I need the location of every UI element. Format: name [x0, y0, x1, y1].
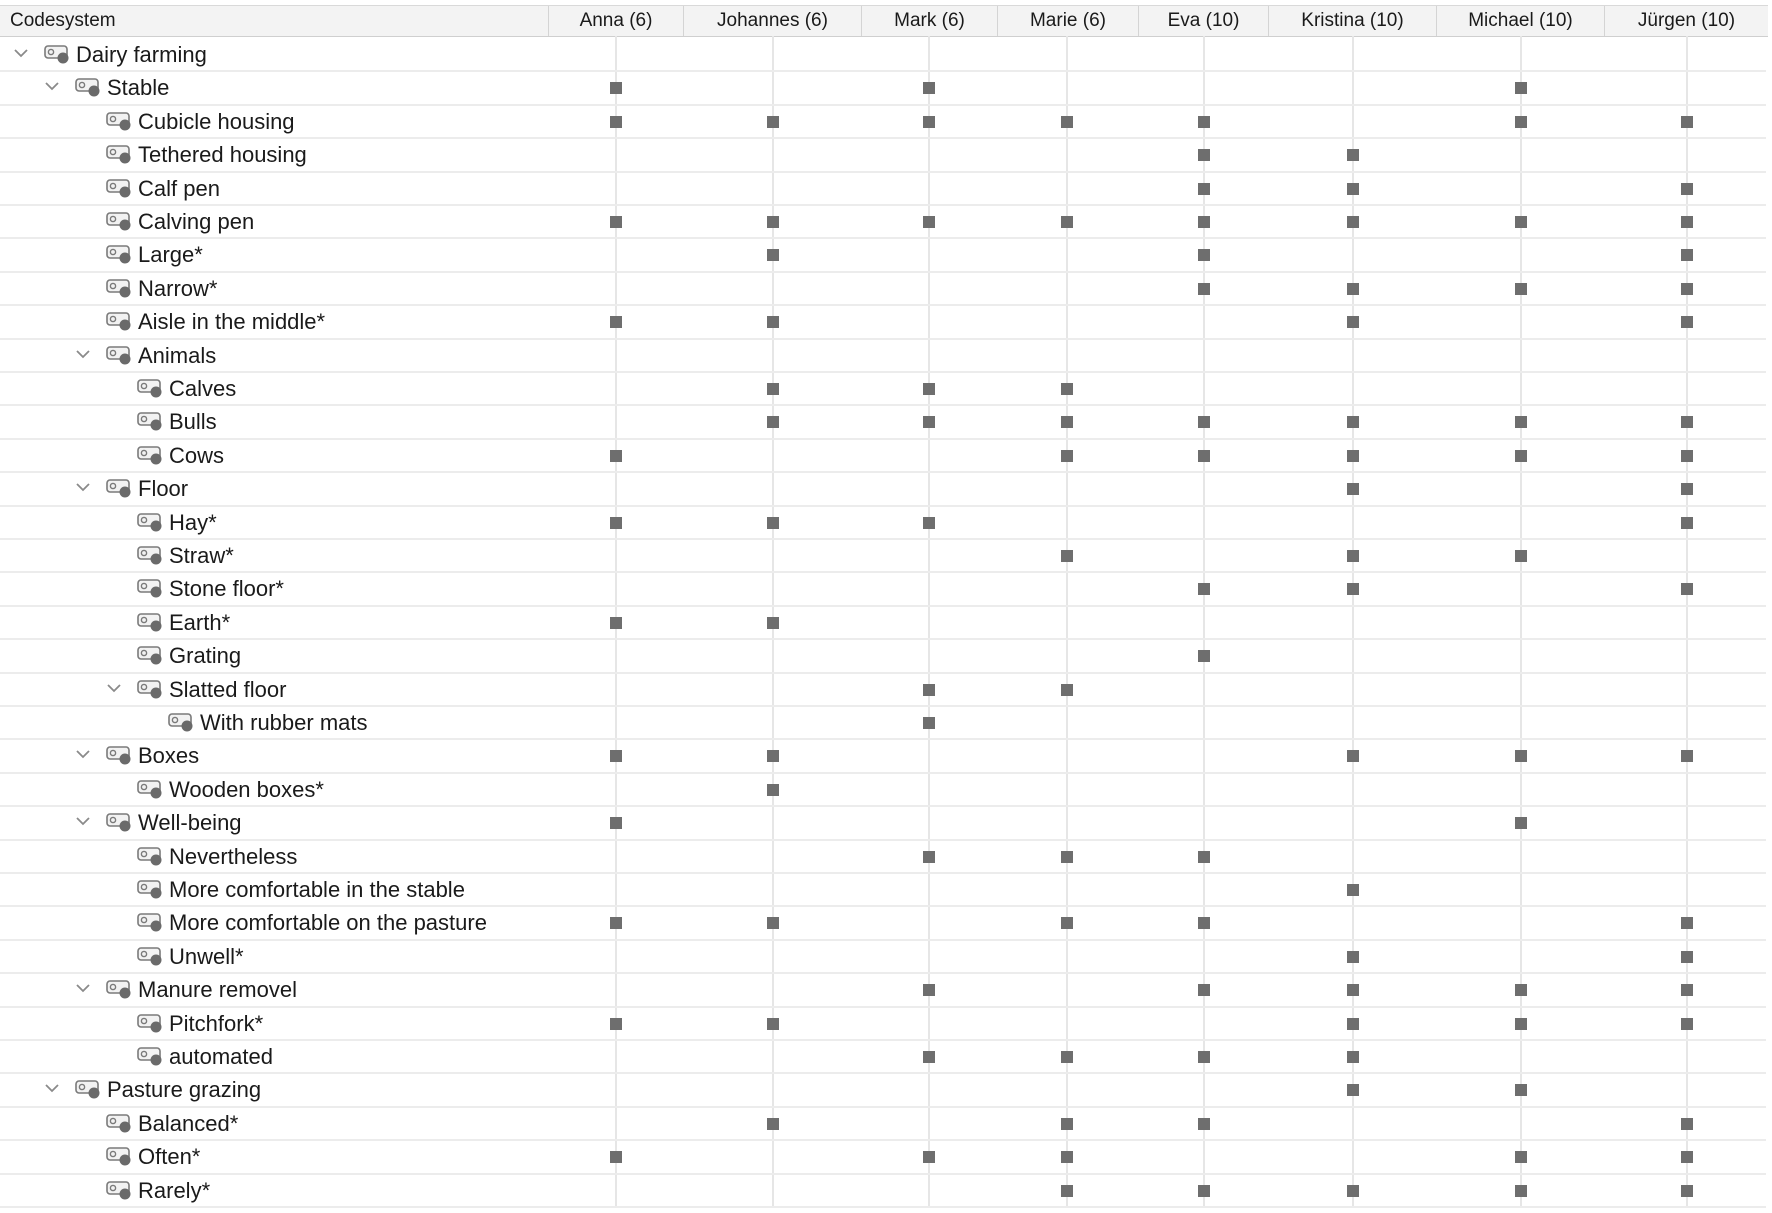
code-icon	[106, 211, 132, 231]
code-label: Grating	[169, 643, 242, 669]
code-row-boxes[interactable]	[0, 739, 1766, 772]
code-row-nevertheless[interactable]	[0, 840, 1766, 873]
code-occurrence-marker-eva[interactable]	[1198, 216, 1210, 228]
code-label: More comfortable in the stable	[169, 877, 465, 902]
code-occurrence-marker-eva[interactable]	[1198, 283, 1210, 295]
code-occurrence-marker-anna[interactable]	[610, 450, 622, 462]
code-occurrence-marker-eva[interactable]	[1198, 851, 1210, 863]
code-occurrence-marker-eva[interactable]	[1198, 583, 1210, 595]
code-icon	[137, 879, 163, 899]
code-occurrence-marker-anna[interactable]	[610, 82, 622, 94]
code-occurrence-marker-michael[interactable]	[1515, 82, 1527, 94]
code-label: Earth*	[169, 609, 231, 635]
code-row-dairy-farming[interactable]	[0, 38, 1766, 71]
chevron-down-icon[interactable]	[106, 680, 122, 696]
code-row-with-rubber-mats[interactable]	[0, 706, 1766, 739]
code-row-animals[interactable]	[0, 339, 1766, 372]
code-occurrence-marker-kristina[interactable]	[1347, 149, 1359, 161]
code-occurrence-marker-juergen[interactable]	[1681, 316, 1693, 328]
code-occurrence-marker-mark[interactable]	[923, 383, 935, 395]
code-occurrence-marker-juergen[interactable]	[1681, 283, 1693, 295]
code-row-grating[interactable]	[0, 639, 1766, 672]
code-icon	[106, 478, 132, 498]
code-occurrence-marker-marie[interactable]	[1061, 1185, 1073, 1197]
code-occurrence-marker-mark[interactable]	[923, 416, 935, 428]
code-icon	[137, 512, 163, 532]
code-occurrence-marker-marie[interactable]	[1061, 917, 1073, 929]
code-label: Wooden boxes*	[169, 776, 324, 802]
code-label: Calving pen	[138, 209, 255, 234]
code-occurrence-marker-marie[interactable]	[1061, 216, 1073, 228]
code-occurrence-marker-kristina[interactable]	[1347, 1185, 1359, 1197]
code-occurrence-marker-eva[interactable]	[1198, 984, 1210, 996]
code-occurrence-marker-marie[interactable]	[1061, 550, 1073, 562]
code-label: Manure removel	[138, 977, 297, 1003]
code-occurrence-marker-michael[interactable]	[1515, 984, 1527, 996]
code-occurrence-marker-juergen[interactable]	[1681, 984, 1693, 996]
code-occurrence-marker-eva[interactable]	[1198, 116, 1210, 128]
code-occurrence-marker-anna[interactable]	[610, 1151, 622, 1163]
code-occurrence-marker-eva[interactable]	[1198, 1185, 1210, 1197]
code-label: Aisle in the middle*	[138, 309, 326, 335]
code-occurrence-marker-eva[interactable]	[1198, 650, 1210, 662]
code-occurrence-marker-johannes[interactable]	[767, 517, 779, 529]
code-row-stable[interactable]	[0, 71, 1766, 104]
code-label: Pasture grazing	[107, 1077, 262, 1103]
code-label: Cubicle housing	[138, 108, 295, 134]
code-icon	[106, 144, 132, 164]
code-occurrence-marker-juergen[interactable]	[1681, 483, 1693, 495]
code-icon	[168, 712, 194, 732]
code-row-calves[interactable]	[0, 372, 1766, 405]
code-occurrence-marker-michael[interactable]	[1515, 450, 1527, 462]
code-occurrence-marker-johannes[interactable]	[767, 249, 779, 261]
code-row-floor[interactable]	[0, 472, 1766, 505]
code-label: Well-being	[138, 810, 242, 836]
code-occurrence-marker-kristina[interactable]	[1347, 450, 1359, 462]
code-icon	[106, 278, 132, 298]
chevron-down-icon[interactable]	[75, 813, 91, 829]
code-row-rarely[interactable]	[0, 1174, 1766, 1207]
code-occurrence-marker-anna[interactable]	[610, 1018, 622, 1030]
code-occurrence-marker-marie[interactable]	[1061, 116, 1073, 128]
code-icon	[106, 311, 132, 331]
chevron-down-icon[interactable]	[75, 479, 91, 495]
code-occurrence-marker-marie[interactable]	[1061, 1151, 1073, 1163]
code-occurrence-marker-kristina[interactable]	[1347, 750, 1359, 762]
chevron-down-icon[interactable]	[44, 1080, 60, 1096]
code-occurrence-marker-juergen[interactable]	[1681, 116, 1693, 128]
chevron-down-icon[interactable]	[75, 346, 91, 362]
code-occurrence-marker-kristina[interactable]	[1347, 1018, 1359, 1030]
code-occurrence-marker-mark[interactable]	[923, 1051, 935, 1063]
code-occurrence-marker-eva[interactable]	[1198, 249, 1210, 261]
code-label: Cows	[169, 442, 225, 468]
code-label: Unwell*	[169, 943, 244, 969]
code-icon	[106, 745, 132, 765]
code-row-wooden-boxes[interactable]	[0, 773, 1766, 806]
code-occurrence-marker-marie[interactable]	[1061, 383, 1073, 395]
code-icon	[75, 77, 101, 97]
code-occurrence-marker-anna[interactable]	[610, 316, 622, 328]
code-label: Calves	[169, 376, 237, 401]
code-icon	[137, 1013, 163, 1033]
code-row-often[interactable]	[0, 1140, 1766, 1173]
code-occurrence-marker-michael[interactable]	[1515, 416, 1527, 428]
code-occurrence-marker-mark[interactable]	[923, 717, 935, 729]
code-row-pitchfork[interactable]	[0, 1007, 1766, 1040]
code-occurrence-marker-anna[interactable]	[610, 750, 622, 762]
chevron-down-icon[interactable]	[44, 78, 60, 94]
code-occurrence-marker-michael[interactable]	[1515, 817, 1527, 829]
code-occurrence-marker-johannes[interactable]	[767, 617, 779, 629]
code-occurrence-marker-anna[interactable]	[610, 817, 622, 829]
code-occurrence-marker-kristina[interactable]	[1347, 1051, 1359, 1063]
code-occurrence-marker-juergen[interactable]	[1681, 450, 1693, 462]
code-occurrence-marker-marie[interactable]	[1061, 416, 1073, 428]
code-label: automated	[169, 1044, 273, 1069]
code-icon	[137, 946, 163, 966]
chevron-down-icon[interactable]	[75, 980, 91, 996]
code-occurrence-marker-kristina[interactable]	[1347, 316, 1359, 328]
code-label: Tethered housing	[138, 142, 307, 168]
code-icon	[137, 1046, 163, 1066]
code-occurrence-marker-juergen[interactable]	[1681, 249, 1693, 261]
code-row-well-being[interactable]	[0, 806, 1766, 839]
code-occurrence-marker-juergen[interactable]	[1681, 416, 1693, 428]
code-label: Large*	[138, 242, 203, 268]
code-icon	[137, 445, 163, 465]
code-occurrence-marker-mark[interactable]	[923, 684, 935, 696]
code-occurrence-marker-juergen[interactable]	[1681, 1018, 1693, 1030]
code-row-narrow[interactable]	[0, 272, 1766, 305]
code-icon	[137, 378, 163, 398]
code-icon	[137, 411, 163, 431]
code-row-tethered-housing[interactable]	[0, 138, 1766, 171]
code-row-balanced[interactable]	[0, 1107, 1766, 1140]
code-occurrence-marker-johannes[interactable]	[767, 416, 779, 428]
code-occurrence-marker-eva[interactable]	[1198, 1051, 1210, 1063]
code-icon	[106, 1113, 132, 1133]
code-row-more-comfortable-in-the-stable[interactable]	[0, 873, 1766, 906]
header-codesystem[interactable]: Codesystem	[10, 10, 116, 31]
code-label: Rarely*	[138, 1177, 211, 1203]
header-document-mark[interactable]: Mark (6)	[861, 6, 997, 36]
code-label: Floor	[138, 476, 189, 502]
code-occurrence-marker-mark[interactable]	[923, 1151, 935, 1163]
code-occurrence-marker-kristina[interactable]	[1347, 183, 1359, 195]
code-occurrence-marker-eva[interactable]	[1198, 183, 1210, 195]
code-occurrence-marker-johannes[interactable]	[767, 750, 779, 762]
code-occurrence-marker-mark[interactable]	[923, 851, 935, 863]
header-document-michael[interactable]: Michael (10)	[1436, 6, 1604, 36]
code-occurrence-marker-johannes[interactable]	[767, 316, 779, 328]
code-occurrence-marker-juergen[interactable]	[1681, 517, 1693, 529]
code-icon	[106, 111, 132, 131]
code-occurrence-marker-anna[interactable]	[610, 216, 622, 228]
code-occurrence-marker-kristina[interactable]	[1347, 583, 1359, 595]
code-occurrence-marker-kristina[interactable]	[1347, 283, 1359, 295]
code-icon	[137, 679, 163, 699]
code-occurrence-marker-anna[interactable]	[610, 517, 622, 529]
code-label: Hay*	[169, 509, 217, 535]
code-icon	[106, 979, 132, 999]
code-row-unwell[interactable]	[0, 940, 1766, 973]
code-occurrence-marker-kristina[interactable]	[1347, 483, 1359, 495]
code-row-straw[interactable]	[0, 539, 1766, 572]
chevron-down-icon[interactable]	[75, 746, 91, 762]
code-occurrence-marker-michael[interactable]	[1515, 1018, 1527, 1030]
code-occurrence-marker-mark[interactable]	[923, 216, 935, 228]
code-label: Animals	[138, 342, 217, 368]
code-occurrence-marker-mark[interactable]	[923, 517, 935, 529]
code-occurrence-marker-juergen[interactable]	[1681, 583, 1693, 595]
code-occurrence-marker-kristina[interactable]	[1347, 984, 1359, 996]
code-occurrence-marker-johannes[interactable]	[767, 917, 779, 929]
code-occurrence-marker-juergen[interactable]	[1681, 1185, 1693, 1197]
code-occurrence-marker-kristina[interactable]	[1347, 1084, 1359, 1096]
code-occurrence-marker-johannes[interactable]	[767, 383, 779, 395]
code-occurrence-marker-kristina[interactable]	[1347, 550, 1359, 562]
code-occurrence-marker-michael[interactable]	[1515, 283, 1527, 295]
code-row-cows[interactable]	[0, 439, 1766, 472]
code-icon	[106, 1146, 132, 1166]
code-occurrence-marker-johannes[interactable]	[767, 1118, 779, 1130]
code-label: Narrow*	[138, 275, 218, 301]
code-occurrence-marker-eva[interactable]	[1198, 450, 1210, 462]
code-row-earth[interactable]	[0, 606, 1766, 639]
code-row-bulls[interactable]	[0, 405, 1766, 438]
matrix-header	[0, 5, 1768, 37]
code-row-calf-pen[interactable]	[0, 172, 1766, 205]
code-row-calving-pen[interactable]	[0, 205, 1766, 238]
code-icon	[137, 912, 163, 932]
code-occurrence-marker-juergen[interactable]	[1681, 917, 1693, 929]
code-occurrence-marker-kristina[interactable]	[1347, 416, 1359, 428]
code-label: Bulls	[169, 409, 217, 435]
code-label: Often*	[138, 1144, 201, 1170]
code-icon	[106, 244, 132, 264]
code-occurrence-marker-eva[interactable]	[1198, 917, 1210, 929]
code-occurrence-marker-juergen[interactable]	[1681, 750, 1693, 762]
code-icon	[75, 1079, 101, 1099]
code-occurrence-marker-mark[interactable]	[923, 984, 935, 996]
code-occurrence-marker-michael[interactable]	[1515, 1151, 1527, 1163]
code-label: Slatted floor	[169, 676, 287, 702]
code-icon	[137, 846, 163, 866]
chevron-down-icon[interactable]	[13, 45, 29, 61]
code-icon	[106, 1180, 132, 1200]
code-occurrence-marker-marie[interactable]	[1061, 1118, 1073, 1130]
code-occurrence-marker-kristina[interactable]	[1347, 216, 1359, 228]
code-icon	[137, 578, 163, 598]
code-occurrence-marker-eva[interactable]	[1198, 416, 1210, 428]
code-occurrence-marker-eva[interactable]	[1198, 149, 1210, 161]
code-occurrence-marker-johannes[interactable]	[767, 784, 779, 796]
code-icon	[137, 779, 163, 799]
code-label: Pitchfork*	[169, 1010, 264, 1036]
code-occurrence-marker-anna[interactable]	[610, 116, 622, 128]
code-occurrence-marker-juergen[interactable]	[1681, 183, 1693, 195]
code-occurrence-marker-anna[interactable]	[610, 617, 622, 629]
code-occurrence-marker-johannes[interactable]	[767, 1018, 779, 1030]
code-occurrence-marker-kristina[interactable]	[1347, 884, 1359, 896]
code-occurrence-marker-michael[interactable]	[1515, 1185, 1527, 1197]
code-occurrence-marker-michael[interactable]	[1515, 116, 1527, 128]
code-occurrence-marker-kristina[interactable]	[1347, 951, 1359, 963]
code-occurrence-marker-mark[interactable]	[923, 82, 935, 94]
code-row-large[interactable]	[0, 238, 1766, 271]
code-row-aisle-in-the-middle[interactable]	[0, 305, 1766, 338]
code-label: Dairy farming	[76, 42, 207, 67]
code-label: Balanced*	[138, 1110, 239, 1136]
code-icon	[106, 345, 132, 365]
code-icon	[106, 812, 132, 832]
code-occurrence-marker-marie[interactable]	[1061, 1051, 1073, 1063]
code-occurrence-marker-michael[interactable]	[1515, 750, 1527, 762]
code-row-hay[interactable]	[0, 506, 1766, 539]
code-icon	[44, 44, 70, 64]
code-occurrence-marker-juergen[interactable]	[1681, 1118, 1693, 1130]
code-row-more-comfortable-on-the-pasture[interactable]	[0, 906, 1766, 939]
code-row-cubicle-housing[interactable]	[0, 105, 1766, 138]
code-occurrence-marker-marie[interactable]	[1061, 851, 1073, 863]
header-document-johannes[interactable]: Johannes (6)	[683, 6, 861, 36]
code-occurrence-marker-juergen[interactable]	[1681, 951, 1693, 963]
code-row-manure-removel[interactable]	[0, 973, 1766, 1006]
code-label: Stone floor*	[169, 576, 284, 602]
code-occurrence-marker-juergen[interactable]	[1681, 1151, 1693, 1163]
code-occurrence-marker-marie[interactable]	[1061, 684, 1073, 696]
header-document-marie[interactable]: Marie (6)	[997, 6, 1138, 36]
code-occurrence-marker-marie[interactable]	[1061, 450, 1073, 462]
code-label: More comfortable on the pasture	[169, 910, 487, 936]
header-document-eva[interactable]: Eva (10)	[1138, 6, 1268, 36]
code-occurrence-marker-michael[interactable]	[1515, 550, 1527, 562]
code-row-stone-floor[interactable]	[0, 572, 1766, 605]
code-occurrence-marker-mark[interactable]	[923, 116, 935, 128]
code-icon	[137, 612, 163, 632]
code-icon	[137, 645, 163, 665]
code-occurrence-marker-eva[interactable]	[1198, 1118, 1210, 1130]
code-occurrence-marker-johannes[interactable]	[767, 116, 779, 128]
header-document-kristina[interactable]: Kristina (10)	[1268, 6, 1436, 36]
code-occurrence-marker-juergen[interactable]	[1681, 216, 1693, 228]
code-label: Nevertheless	[169, 843, 298, 869]
code-occurrence-marker-michael[interactable]	[1515, 216, 1527, 228]
code-label: Stable	[107, 75, 170, 101]
code-label: With rubber mats	[200, 710, 368, 735]
code-row-pasture-grazing[interactable]	[0, 1073, 1766, 1106]
header-document-juergen[interactable]: Jürgen (10)	[1604, 6, 1768, 36]
header-document-anna[interactable]: Anna (6)	[548, 6, 683, 36]
code-icon	[137, 545, 163, 565]
code-occurrence-marker-michael[interactable]	[1515, 1084, 1527, 1096]
code-label: Boxes	[138, 743, 200, 769]
code-occurrence-marker-johannes[interactable]	[767, 216, 779, 228]
code-row-slatted-floor[interactable]	[0, 673, 1766, 706]
code-row-automated[interactable]	[0, 1040, 1766, 1073]
code-occurrence-marker-anna[interactable]	[610, 917, 622, 929]
code-label: Calf pen	[138, 175, 220, 201]
code-label: Straw*	[169, 543, 234, 568]
code-icon	[106, 178, 132, 198]
